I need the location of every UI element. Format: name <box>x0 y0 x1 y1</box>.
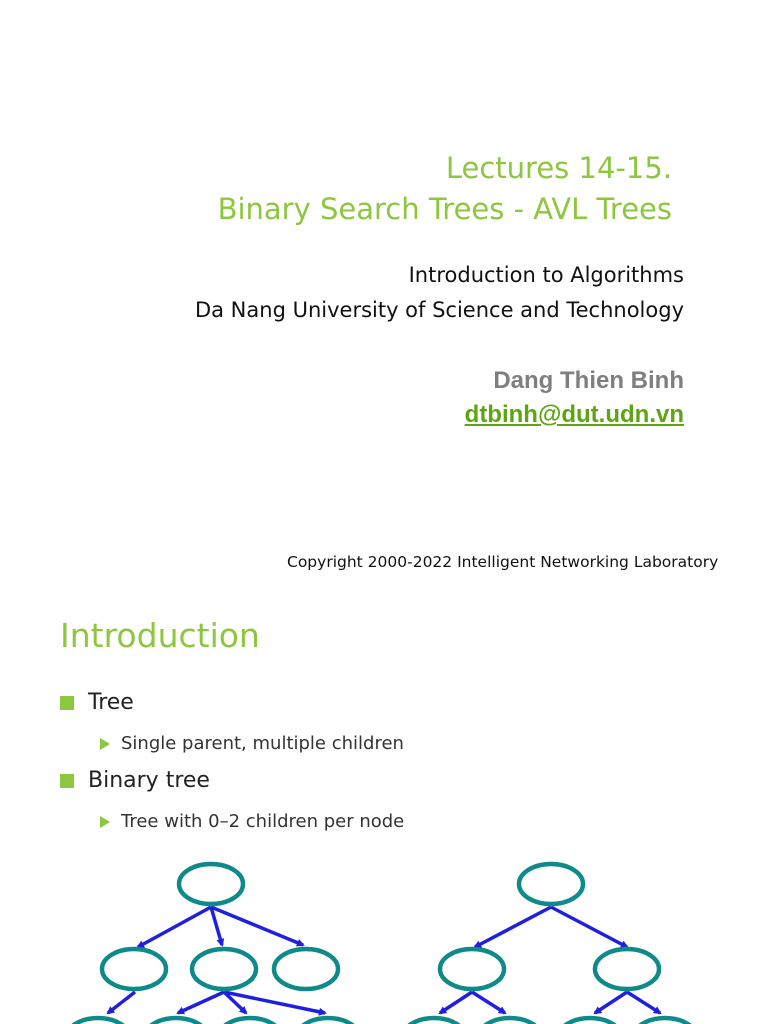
lecture-title <box>218 148 672 230</box>
tree-node <box>218 1018 282 1024</box>
tree-edge <box>224 992 325 1013</box>
sub-bullet-binary-tree <box>100 811 404 832</box>
university-name: Da Nang University of Science and Technology <box>194 298 684 322</box>
triangle-bullet-icon <box>100 816 110 828</box>
tree-node <box>192 949 256 989</box>
tree-diagrams <box>0 850 768 1024</box>
author-email-link[interactable]: dtbinh@dut.udn.vn <box>464 401 684 428</box>
tree-node <box>558 1018 622 1024</box>
triangle-bullet-icon <box>100 738 110 750</box>
tree-edge <box>211 907 303 945</box>
tree-node <box>274 949 338 989</box>
tree-edge <box>551 907 627 947</box>
tree-node <box>440 949 504 989</box>
square-bullet-icon <box>60 774 74 788</box>
tree-node <box>595 949 659 989</box>
tree-edge <box>475 907 551 947</box>
bullet-binary-tree <box>60 768 210 793</box>
sub-bullet-label: Single parent, multiple children <box>121 733 404 754</box>
bullet-tree <box>60 690 134 715</box>
tree-node <box>296 1018 360 1024</box>
tree-edge <box>627 992 660 1013</box>
copyright-notice: Copyright 2000-2022 Intelligent Networking Laboratory <box>287 553 719 571</box>
tree-node <box>144 1018 208 1024</box>
tree-node <box>179 864 243 904</box>
tree-edge <box>178 992 224 1013</box>
tree-node <box>478 1018 542 1024</box>
tree-node <box>402 1018 466 1024</box>
bullet-label: Tree <box>88 690 134 715</box>
sub-bullet-tree <box>100 733 404 754</box>
tree-node <box>633 1018 697 1024</box>
author-name: Dang Thien Binh <box>493 367 684 394</box>
tree-node <box>102 949 166 989</box>
tree-node <box>519 864 583 904</box>
title-line-1: Lectures 14-15. <box>445 151 672 185</box>
title-line-2: Binary Search Trees - AVL Trees <box>217 192 672 226</box>
binary-tree-diagram <box>402 864 697 1024</box>
tree-edge <box>595 992 627 1013</box>
tree-edge <box>472 992 505 1013</box>
tree-node <box>66 1018 130 1024</box>
bullet-label: Binary tree <box>88 768 210 793</box>
tree-edge <box>108 992 135 1013</box>
square-bullet-icon <box>60 696 74 710</box>
general-tree-diagram <box>66 864 360 1024</box>
author-block <box>465 364 684 432</box>
course-name: Introduction to Algorithms <box>408 263 684 287</box>
tree-edge <box>138 907 211 947</box>
sub-bullet-label: Tree with 0–2 children per node <box>121 811 405 832</box>
tree-edge <box>440 992 472 1013</box>
course-info <box>195 258 684 328</box>
slide-title: Introduction <box>60 616 260 655</box>
